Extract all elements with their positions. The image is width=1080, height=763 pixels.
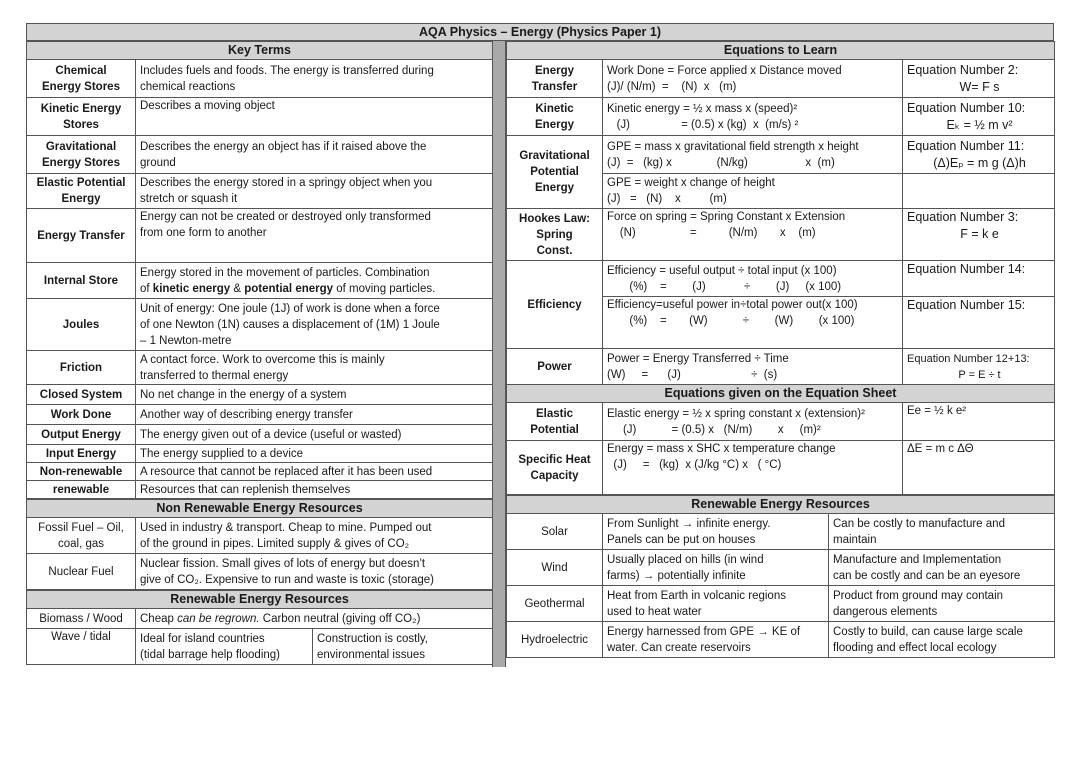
term-kinetic: Kinetic Energy Stores xyxy=(27,98,136,136)
wind-pros: Usually placed on hills (in wind farms) → potentially infinite xyxy=(603,550,829,586)
key-terms-table xyxy=(26,41,493,499)
gpe-equation-1: GPE = mass x gravitational field strength x height (J) = (kg) x (N/kg) x (m) xyxy=(603,136,903,174)
right-column xyxy=(506,41,1054,658)
gpe-equation-2: GPE = weight x change of height (J) = (N) x (m) xyxy=(603,174,903,209)
biomass-desc: Cheap can be regrown. Carbon neutral (giving off CO₂) xyxy=(136,609,493,629)
wind-label: Wind xyxy=(507,550,603,586)
renewable-right-header: Renewable Energy Resources xyxy=(507,496,1055,514)
fossil-fuel-desc: Used in industry & transport. Cheap to mine. Pumped out of the ground in pipes. Limited supply & gives of CO₂ xyxy=(136,518,493,554)
gpe-label: Gravitational Potential Energy xyxy=(507,136,603,209)
solar-label: Solar xyxy=(507,514,603,550)
desc-renewable: Resources that can replenish themselves xyxy=(136,481,493,499)
term-gravitational: Gravitational Energy Stores xyxy=(27,136,136,174)
desc-chemical: Includes fuels and foods. The energy is transferred during chemical reactions xyxy=(136,60,493,98)
non-renewable-header: Non Renewable Energy Resources xyxy=(27,500,493,518)
equations-learn-header: Equations to Learn xyxy=(507,42,1055,60)
desc-non-renewable: A resource that cannot be replaced after it has been used xyxy=(136,463,493,481)
term-joules: Joules xyxy=(27,299,136,351)
efficiency-label: Efficiency xyxy=(507,261,603,349)
desc-work-done: Another way of describing energy transfer xyxy=(136,405,493,425)
geothermal-pros: Heat from Earth in volcanic regions used to heat water xyxy=(603,586,829,622)
renewable-right-table xyxy=(506,495,1055,658)
term-friction: Friction xyxy=(27,351,136,385)
efficiency-equation-1: Efficiency = useful output ÷ total input (x 100) (%) = (J) ÷ (J) (x 100) xyxy=(603,261,903,297)
renewable-left-table xyxy=(26,590,493,665)
non-renewable-table xyxy=(26,499,493,590)
hydroelectric-pros: Energy harnessed from GPE → KE of water. Can create reservoirs xyxy=(603,622,829,658)
kinetic-eq-number: Equation Number 10: Eₖ = ½ m v² xyxy=(903,98,1055,136)
desc-friction: A contact force. Work to overcome this is mainly transferred to thermal energy xyxy=(136,351,493,385)
term-internal-store: Internal Store xyxy=(27,263,136,299)
solar-pros: From Sunlight → infinite energy. Panels can be put on houses xyxy=(603,514,829,550)
power-equation: Power = Energy Transferred ÷ Time (W) = (J) ÷ (s) xyxy=(603,349,903,385)
efficiency-eq-number-14: Equation Number 14: xyxy=(903,261,1055,297)
term-work-done: Work Done xyxy=(27,405,136,425)
energy-transfer-eq-number: Equation Number 2: W= F s xyxy=(903,60,1055,98)
shc-equation: Energy = mass x SHC x temperature change (J) = (kg) x (J/kg °C) x ( °C) xyxy=(603,441,903,495)
wave-tidal-label: Wave / tidal xyxy=(27,629,136,665)
desc-gravitational: Describes the energy an object has if it raised above the ground xyxy=(136,136,493,174)
desc-internal-store: Energy stored in the movement of particles. Combination of kinetic energy & potential energy of moving particles. xyxy=(136,263,493,299)
hydroelectric-cons: Costly to build, can cause large scale flooding and effect local ecology xyxy=(829,622,1055,658)
wind-cons: Manufacture and Implementation can be costly and can be an eyesore xyxy=(829,550,1055,586)
term-input-energy: Input Energy xyxy=(27,445,136,463)
kinetic-equation: Kinetic energy = ½ x mass x (speed)² (J) = (0.5) x (kg) x (m/s) ² xyxy=(603,98,903,136)
key-terms-header: Key Terms xyxy=(27,42,493,60)
term-non-renewable: Non-renewable xyxy=(27,463,136,481)
revision-sheet xyxy=(26,23,1054,667)
hookes-eq-number: Equation Number 3: F = k e xyxy=(903,209,1055,261)
elastic-eq-formula: Ee = ½ k e² xyxy=(903,403,1055,441)
column-separator xyxy=(492,41,506,667)
fossil-fuel-label: Fossil Fuel – Oil, coal, gas xyxy=(27,518,136,554)
desc-elastic: Describes the energy stored in a springy object when you stretch or squash it xyxy=(136,174,493,209)
elastic-label: Elastic Potential xyxy=(507,403,603,441)
term-output-energy: Output Energy xyxy=(27,425,136,445)
solar-cons: Can be costly to manufacture and maintain xyxy=(829,514,1055,550)
desc-input-energy: The energy supplied to a device xyxy=(136,445,493,463)
power-label: Power xyxy=(507,349,603,385)
renewable-left-header: Renewable Energy Resources xyxy=(27,591,493,609)
efficiency-eq-number-15: Equation Number 15: xyxy=(903,297,1055,349)
gpe-eq-number: Equation Number 11: (Δ)Eₚ = m g (Δ)h xyxy=(903,136,1055,174)
desc-output-energy: The energy given out of a device (useful or wasted) xyxy=(136,425,493,445)
hookes-label: Hookes Law: Spring Const. xyxy=(507,209,603,261)
term-elastic: Elastic Potential Energy xyxy=(27,174,136,209)
equations-given-header: Equations given on the Equation Sheet xyxy=(507,385,1055,403)
efficiency-equation-2: Efficiency=useful power in÷total power out(x 100) (%) = (W) ÷ (W) (x 100) xyxy=(603,297,903,349)
energy-transfer-equation: Work Done = Force applied x Distance moved (J)/ (N/m) = (N) x (m) xyxy=(603,60,903,98)
sheet-title: AQA Physics – Energy (Physics Paper 1) xyxy=(26,23,1054,41)
left-column xyxy=(26,41,492,665)
nuclear-fuel-desc: Nuclear fission. Small gives of lots of energy but doesn’t give of CO₂. Expensive to run and waste is toxic (storage) xyxy=(136,554,493,590)
shc-label: Specific Heat Capacity xyxy=(507,441,603,495)
desc-kinetic: Describes a moving object xyxy=(136,98,493,136)
equations-table xyxy=(506,41,1055,495)
desc-joules: Unit of energy: One joule (1J) of work is done when a force of one Newton (1N) causes a displacement of (1M) 1 Joule – 1 Newton-metre xyxy=(136,299,493,351)
term-energy-transfer: Energy Transfer xyxy=(27,209,136,263)
hookes-equation: Force on spring = Spring Constant x Extension (N) = (N/m) x (m) xyxy=(603,209,903,261)
nuclear-fuel-label: Nuclear Fuel xyxy=(27,554,136,590)
power-eq-number: Equation Number 12+13: P = E ÷ t xyxy=(903,349,1055,385)
gpe-eq-number-empty xyxy=(903,174,1055,209)
term-renewable: renewable xyxy=(27,481,136,499)
kinetic-label: Kinetic Energy xyxy=(507,98,603,136)
hydroelectric-label: Hydroelectric xyxy=(507,622,603,658)
wave-tidal-cons: Construction is costly, environmental issues xyxy=(313,629,493,665)
shc-eq-formula: ΔE = m c ΔΘ xyxy=(903,441,1055,495)
wave-tidal-pros: Ideal for island countries (tidal barrage help flooding) xyxy=(136,629,313,665)
term-chemical: Chemical Energy Stores xyxy=(27,60,136,98)
desc-energy-transfer: Energy can not be created or destroyed only transformed from one form to another xyxy=(136,209,493,263)
energy-transfer-label: Energy Transfer xyxy=(507,60,603,98)
elastic-equation: Elastic energy = ½ x spring constant x (extension)² (J) = (0.5) x (N/m) x (m)² xyxy=(603,403,903,441)
desc-closed-system: No net change in the energy of a system xyxy=(136,385,493,405)
geothermal-label: Geothermal xyxy=(507,586,603,622)
biomass-label: Biomass / Wood xyxy=(27,609,136,629)
term-closed-system: Closed System xyxy=(27,385,136,405)
geothermal-cons: Product from ground may contain dangerous elements xyxy=(829,586,1055,622)
